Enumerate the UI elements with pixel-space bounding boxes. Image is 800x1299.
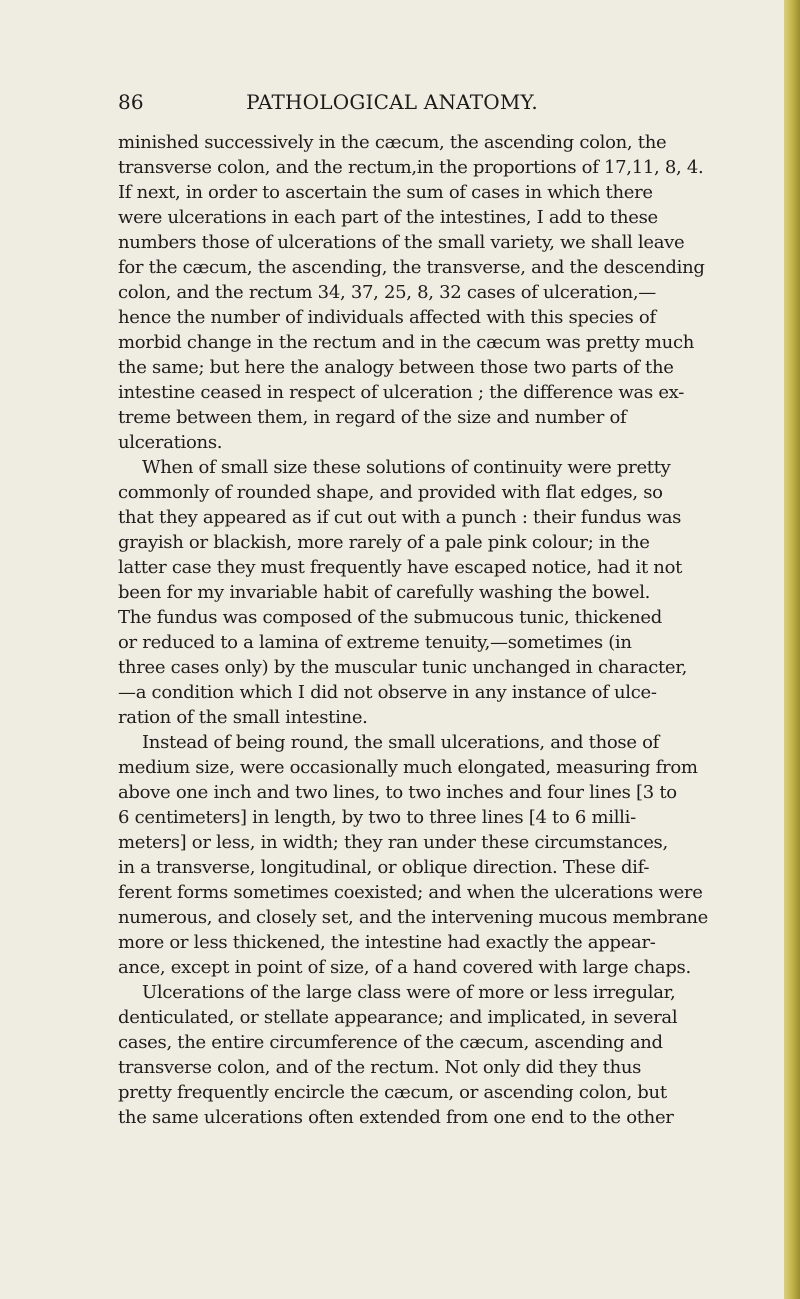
text-line: transverse colon, and the rectum,in the proportions of 17,11, 8, 4. <box>118 157 704 178</box>
running-title: PATHOLOGICAL ANATOMY. <box>246 90 538 114</box>
text-line: cases, the entire circumference of the cæcum, ascending and <box>118 1032 663 1053</box>
text-line: denticulated, or stellate appearance; and implicated, in several <box>118 1007 678 1028</box>
page-edge-shadow <box>784 0 800 1299</box>
text-line: medium size, were occasionally much elongated, measuring from <box>118 757 698 778</box>
paragraph-start-line: Ulcerations of the large class were of more or less irregular, <box>142 982 676 1003</box>
text-line: If next, in order to ascertain the sum of cases in which there <box>118 182 653 203</box>
text-line: meters] or less, in width; they ran under these circumstances, <box>118 832 668 853</box>
text-line: hence the number of individuals affected with this species of <box>118 307 656 328</box>
text-line: —a condition which I did not observe in any instance of ulce- <box>118 682 657 703</box>
text-line: morbid change in the rectum and in the cæcum was pretty much <box>118 332 695 353</box>
text-line: numerous, and closely set, and the intervening mucous membrane <box>118 907 709 928</box>
text-line: commonly of rounded shape, and provided with flat edges, so <box>118 482 663 503</box>
text-line: minished successively in the cæcum, the ascending colon, the <box>118 132 667 153</box>
text-line: were ulcerations in each part of the intestines, I add to these <box>118 207 658 228</box>
text-line: ferent forms sometimes coexisted; and when the ulcerations were <box>118 882 703 903</box>
page-header <box>118 88 666 116</box>
text-line: intestine ceased in respect of ulceration ; the difference was ex- <box>118 382 685 403</box>
text-line: above one inch and two lines, to two inches and four lines [3 to <box>118 782 677 803</box>
text-line: The fundus was composed of the submucous tunic, thickened <box>118 607 662 628</box>
text-line: three cases only) by the muscular tunic unchanged in character, <box>118 657 688 678</box>
paragraph-start-line: Instead of being round, the small ulcerations, and those of <box>142 732 660 753</box>
text-line: in a transverse, longitudinal, or oblique direction. These dif- <box>118 857 650 878</box>
text-line: ration of the small intestine. <box>118 707 368 728</box>
text-line: colon, and the rectum 34, 37, 25, 8, 32 cases of ulceration,— <box>118 282 656 303</box>
body-text <box>118 130 709 1130</box>
page-number: 86 <box>118 90 144 114</box>
text-line: transverse colon, and of the rectum. Not only did they thus <box>118 1057 642 1078</box>
text-line: latter case they must frequently have escaped notice, had it not <box>118 557 683 578</box>
text-line: grayish or blackish, more rarely of a pale pink colour; in the <box>118 532 650 553</box>
text-line: or reduced to a lamina of extreme tenuity,—sometimes (in <box>118 632 632 653</box>
text-line: numbers those of ulcerations of the small variety, we shall leave <box>118 232 685 253</box>
text-line: that they appeared as if cut out with a punch : their fundus was <box>118 507 682 528</box>
text-line: for the cæcum, the ascending, the transverse, and the descending <box>118 257 705 278</box>
text-line: treme between them, in regard of the size and number of <box>118 407 627 428</box>
text-line: the same; but here the analogy between those two parts of the <box>118 357 674 378</box>
text-line: ulcerations. <box>118 432 223 453</box>
paragraph-start-line: When of small size these solutions of continuity were pretty <box>142 457 671 478</box>
text-line: 6 centimeters] in length, by two to three lines [4 to 6 milli- <box>118 807 636 828</box>
text-line: the same ulcerations often extended from one end to the other <box>118 1107 674 1128</box>
text-line: pretty frequently encircle the cæcum, or ascending colon, but <box>118 1082 667 1103</box>
text-line: been for my invariable habit of carefully washing the bowel. <box>118 582 651 603</box>
text-line: ance, except in point of size, of a hand covered with large chaps. <box>118 957 691 978</box>
text-line: more or less thickened, the intestine had exactly the appear- <box>118 932 656 953</box>
